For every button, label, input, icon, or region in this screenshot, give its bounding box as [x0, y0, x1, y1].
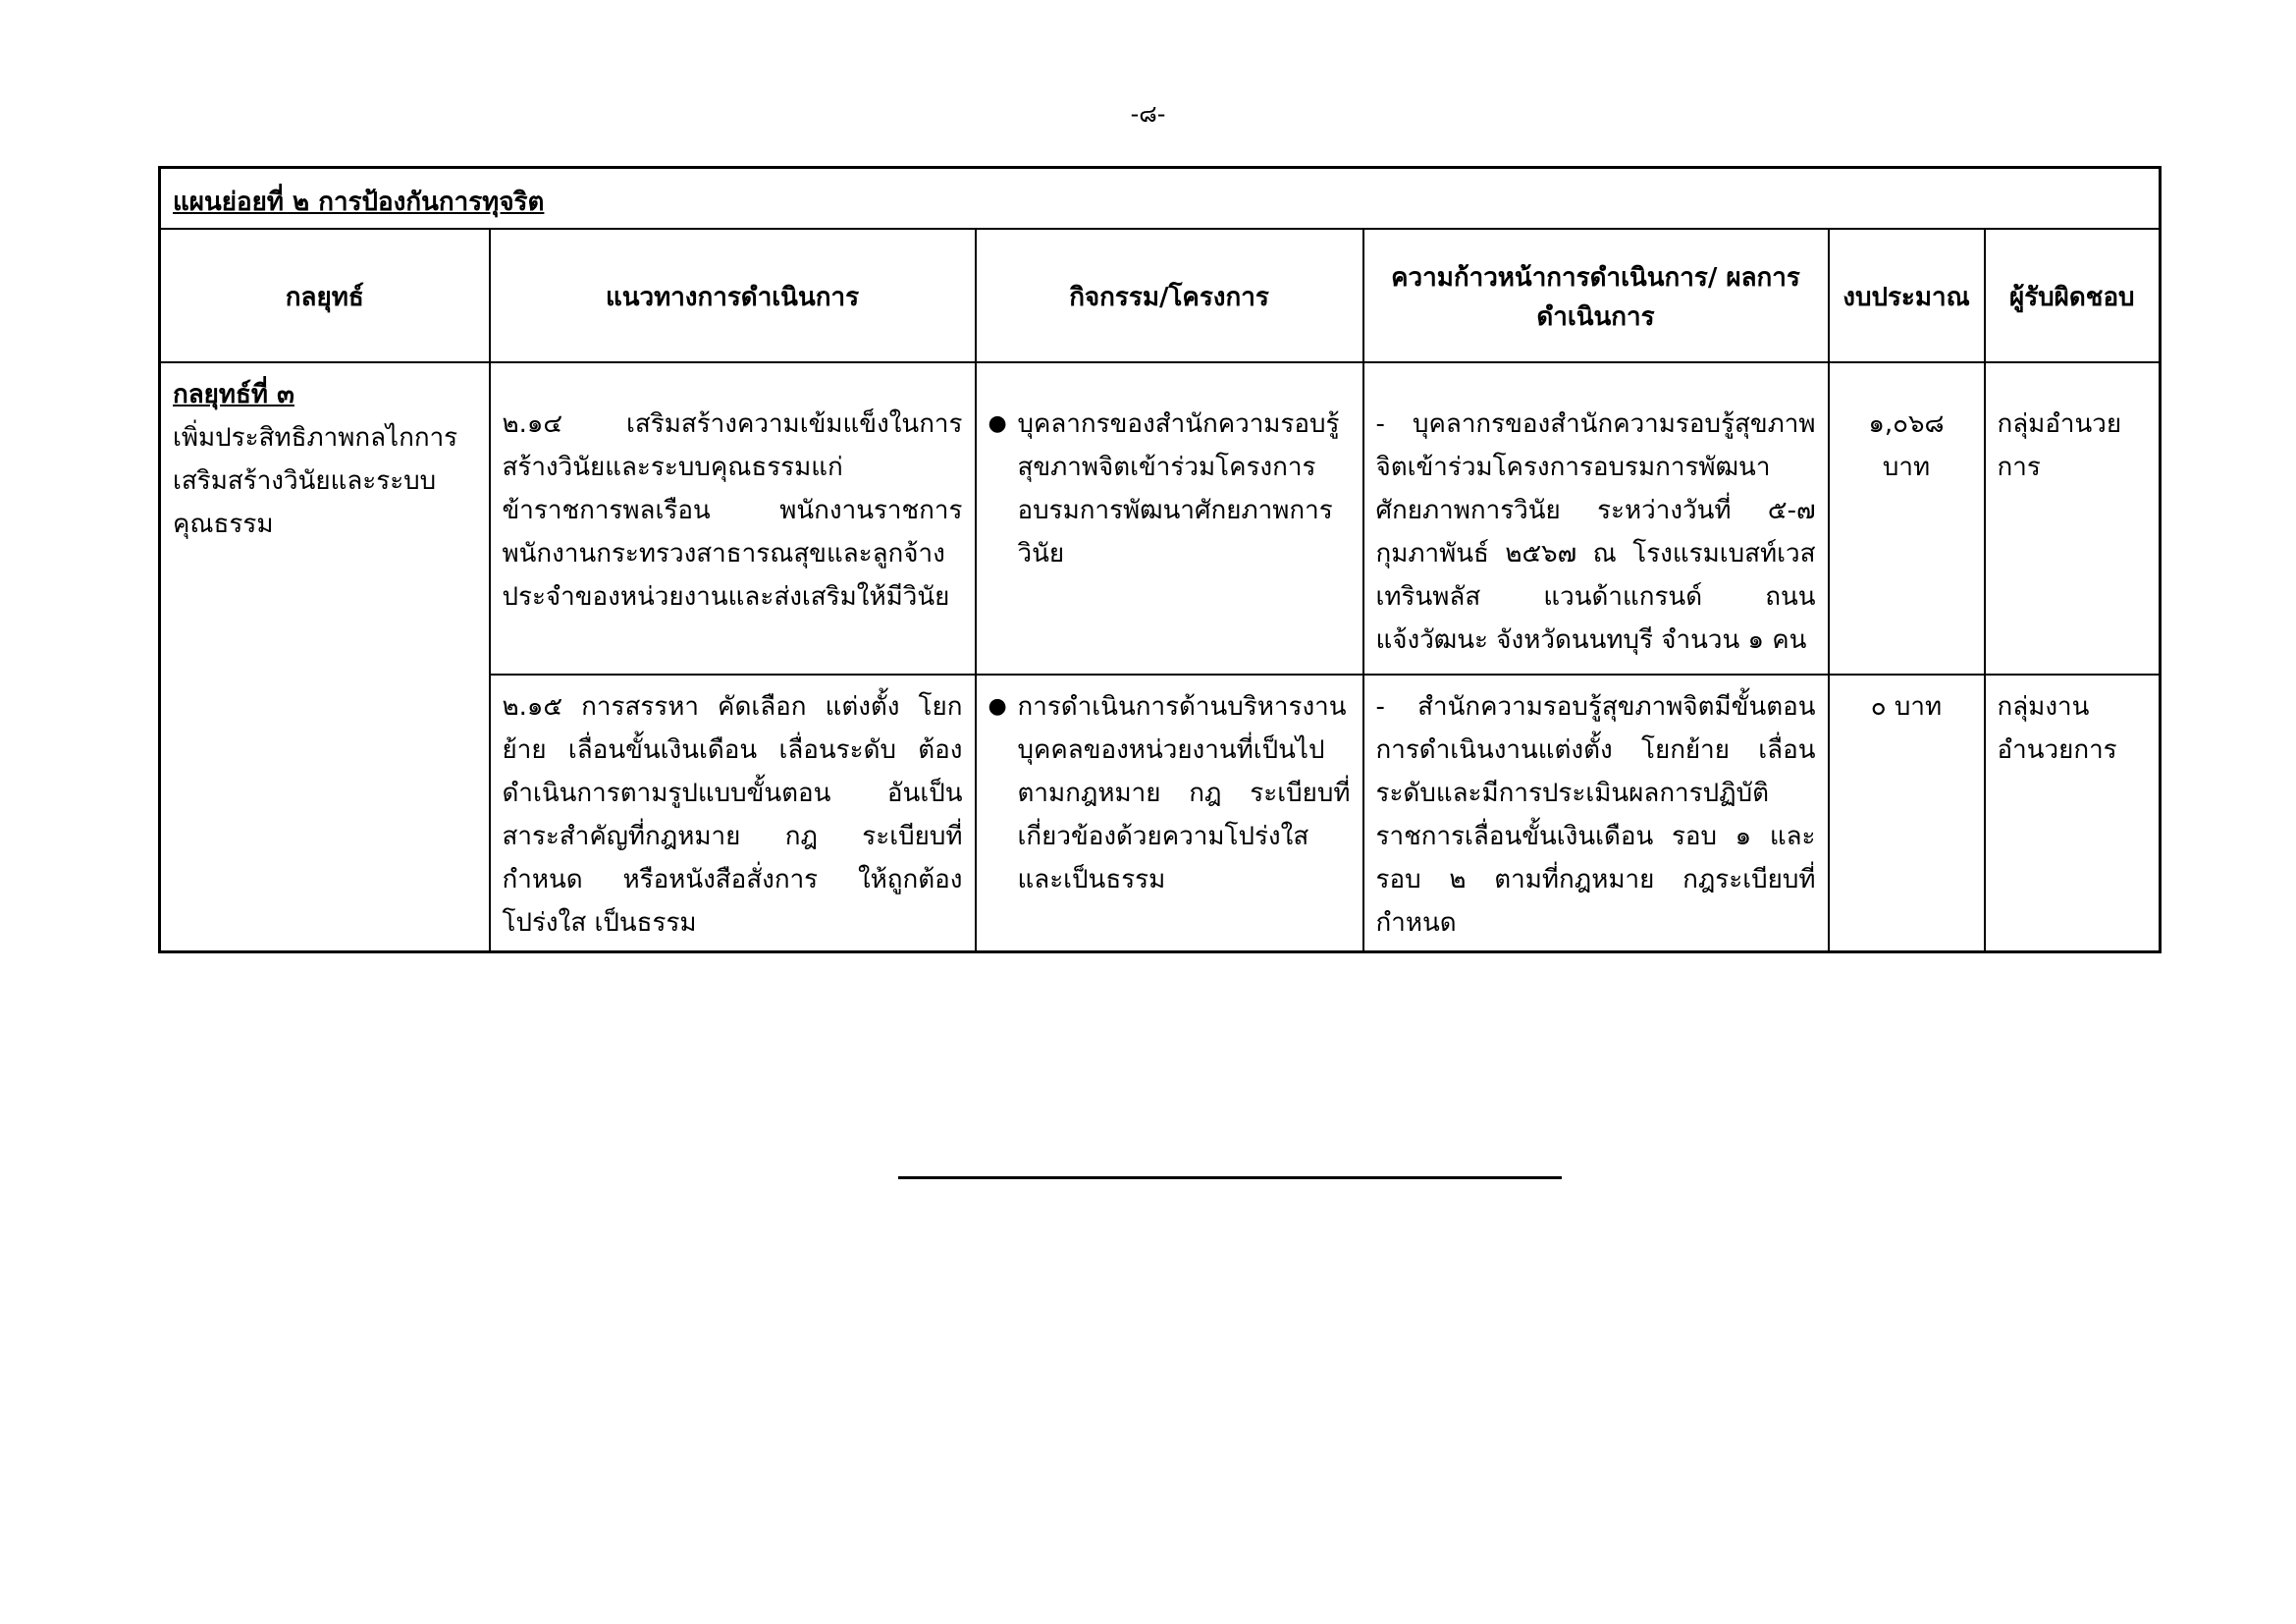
bullet-icon: ●	[988, 694, 1007, 719]
responsible-text: กลุ่มอำนวยการ	[1997, 409, 2122, 482]
header-progress: ความก้าวหน้าการดำเนินการ/ ผลการดำเนินการ	[1363, 229, 1829, 362]
plan-table	[158, 166, 2162, 953]
approach-cell	[490, 675, 976, 952]
strategy-cell	[160, 362, 490, 952]
approach-cell	[490, 362, 976, 675]
sub-plan-title: แผนย่อยที่ ๒ การป้องกันการทุจริต	[160, 168, 2161, 230]
responsible-text: กลุ่มงานอำนวยการ	[1997, 692, 2117, 765]
progress-cell	[1363, 362, 1829, 675]
title-row	[160, 168, 2161, 230]
header-row	[160, 229, 2161, 362]
activity-cell	[976, 675, 1363, 952]
activity-item	[988, 373, 1351, 575]
header-budget: งบประมาณ	[1829, 229, 1985, 362]
header-responsible: ผู้รับผิดชอบ	[1985, 229, 2161, 362]
responsible-cell	[1985, 362, 2161, 675]
header-strategy: กลยุทธ์	[160, 229, 490, 362]
progress-text: - บุคลากรของสำนักความรอบรู้สุขภาพจิตเข้าร่วมโครงการอบรมการพัฒนาศักยภาพการวินัย ระหว่างวันที่ ๕-๗ กุมภาพันธ์ ๒๕๖๗ ณ โรงแรมเบสท์เวสเทรินพลัส แวนด้าแกรนด์ ถนนแจ้งวัฒนะ จังหวัดนนทบุรี จำนวน ๑ คน	[1375, 409, 1816, 655]
bullet-icon: ●	[988, 411, 1007, 436]
progress-cell	[1363, 675, 1829, 952]
responsible-cell	[1985, 675, 2161, 952]
header-approach: แนวทางการดำเนินการ	[490, 229, 976, 362]
budget-text: ๐ บาท	[1870, 692, 1943, 722]
table-row	[160, 362, 2161, 675]
approach-text: ๒.๑๕ การสรรหา คัดเลือก แต่งตั้ง โยกย้าย เลื่อนขั้นเงินเดือน เลื่อนระดับ ต้องดำเนินการตามรูปแบบขั้นตอน อันเป็นสาระสำคัญที่กฎหมาย กฎ ระเบียบที่กำหนด หรือหนังสือสั่งการ ให้ถูกต้อง โปร่งใส เป็นธรรม	[502, 692, 963, 938]
strategy-text: เพิ่มประสิทธิภาพกลไกการเสริมสร้างวินัยและระบบคุณธรรม	[173, 423, 458, 539]
budget-cell	[1829, 675, 1985, 952]
budget-text: ๑,๐๖๘ บาท	[1868, 409, 1945, 482]
strategy-heading: กลยุทธ์ที่ ๓	[173, 380, 294, 409]
activity-item	[988, 685, 1351, 901]
activity-text: การดำเนินการด้านบริหารงานบุคคลของหน่วยงานที่เป็นไปตามกฎหมาย กฎ ระเบียบที่เกี่ยวข้องด้วยความโปร่งใสและเป็นธรรม	[1017, 692, 1351, 894]
activity-cell	[976, 362, 1363, 675]
budget-cell	[1829, 362, 1985, 675]
page-number: -๘-	[1130, 100, 1166, 128]
activity-text: บุคลากรของสำนักความรอบรู้สุขภาพจิตเข้าร่วมโครงการอบรมการพัฒนาศักยภาพการวินัย	[1017, 409, 1340, 568]
progress-text: - สำนักความรอบรู้สุขภาพจิตมีขั้นตอนการดำเนินงานแต่งตั้ง โยกย้าย เลื่อนระดับและมีการประเมินผลการปฏิบัติราชการเลื่อนขั้นเงินเดือน รอบ ๑ และรอบ ๒ ตามที่กฎหมาย กฎระเบียบที่กำหนด	[1375, 692, 1816, 938]
approach-text: ๒.๑๔ เสริมสร้างความเข้มแข็งในการสร้างวินัยและระบบคุณธรรมแก่ข้าราชการพลเรือน พนักงานราชการ พนักงานกระทรวงสาธารณสุขและลูกจ้างประจำของหน่วยงานและส่งเสริมให้มีวินัย	[502, 409, 963, 612]
header-activity: กิจกรรม/โครงการ	[976, 229, 1363, 362]
bottom-divider	[898, 1176, 1562, 1179]
